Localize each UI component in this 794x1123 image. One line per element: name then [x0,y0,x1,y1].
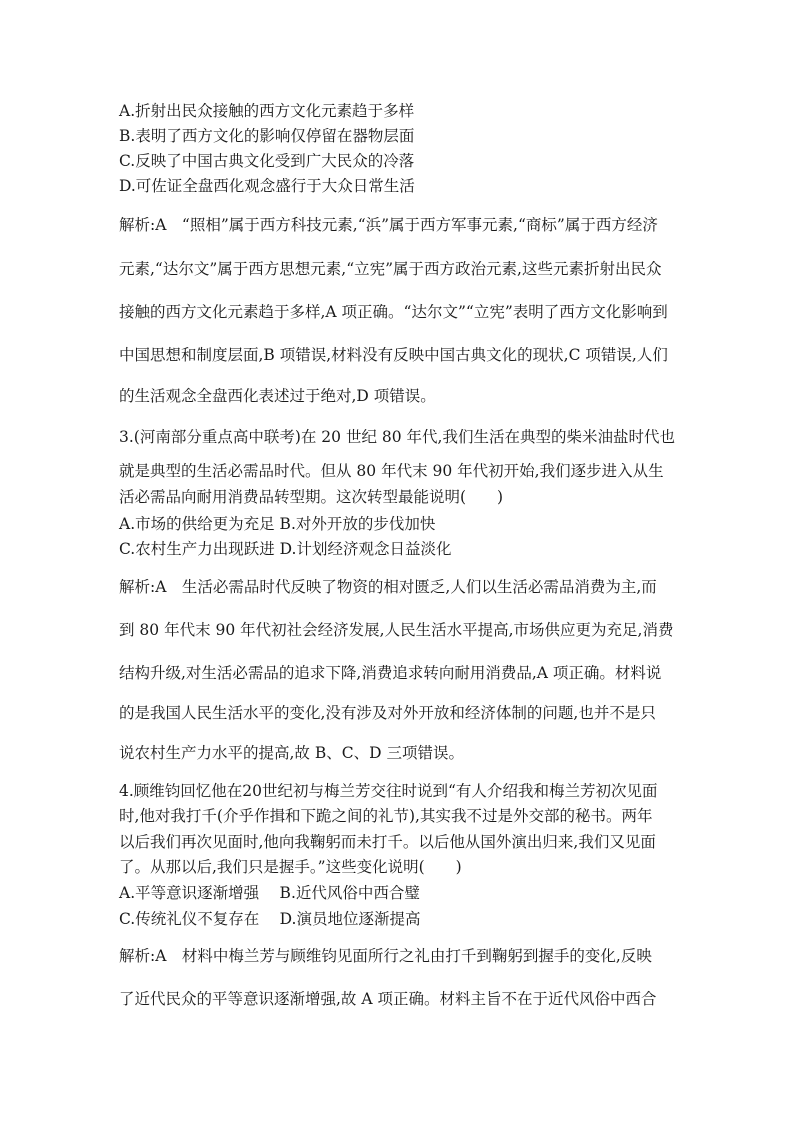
option-line: B.表明了西方文化的影响仅停留在器物层面 [119,127,415,145]
option-line: A.平等意识逐渐增强 B.近代风俗中西合璧 [119,884,420,902]
analysis-line: 了近代民众的平等意识逐渐增强,故 A 项正确。材料主旨不在于近代风俗中西合 [119,990,657,1008]
question-line: 活必需品向耐用消费品转型期。这次转型最能说明( ) [119,488,504,506]
analysis-line: 的是我国人民生活水平的变化,没有涉及对外开放和经济体制的问题,也并不是只 [119,704,656,722]
option-line: C.农村生产力出现跃进 D.计划经济观念日益淡化 [119,540,452,558]
option-line: A.折射出民众接触的西方文化元素趋于多样 [119,102,415,120]
analysis-line: 说农村生产力水平的提高,故 B、C、D 三项错误。 [119,744,464,762]
analysis-line: 结构升级,对生活必需品的追求下降,消费追求转向耐用消费品,A 项正确。材料说 [119,664,662,682]
option-line: C.反映了中国古典文化受到广大民众的冷落 [119,152,415,170]
option-line: A.市场的供给更为充足 B.对外开放的步伐加快 [119,515,436,533]
analysis-line: 解析:A 材料中梅兰芳与顾维钧见面所行之礼由打千到鞠躬到握手的变化,反映 [119,947,652,965]
analysis-line: 接触的西方文化元素趋于多样,A 项正确。“达尔文”“立宪”表明了西方文化影响到 [119,303,668,321]
analysis-line: 的生活观念全盘西化表述过于绝对,D 项错误。 [119,387,436,405]
option-line: C.传统礼仪不复存在 D.演员地位逐渐提高 [119,910,421,928]
option-line: D.可佐证全盘西化观念盛行于大众日常生活 [119,177,415,195]
question-line: 以后我们再次见面时,他向我鞠躬而未打千。以后他从国外演出归来,我们又见面 [119,833,656,851]
question-line: 时,他对我打千(介乎作揖和下跪之间的礼节),其实我不过是外交部的秘书。两年 [119,807,653,825]
analysis-line: 解析:A “照相”属于西方科技元素,“浜”属于西方军事元素,“商标”属于西方经济 [119,216,658,234]
question-line: 4.顾维钧回忆他在20世纪初与梅兰芳交往时说到“有人介绍我和梅兰芳初次见面 [119,782,658,800]
analysis-line: 到 80 年代末 90 年代初社会经济发展,人民生活水平提高,市场供应更为充足,消费 [119,621,674,639]
question-line: 了。从那以后,我们只是握手。”这些变化说明( ) [119,858,462,876]
analysis-line: 解析:A 生活必需品时代反映了物资的相对匮乏,人们以生活必需品消费为主,而 [119,578,657,596]
question-line: 就是典型的生活必需品时代。但从 80 年代末 90 年代初开始,我们逐步进入从生 [119,462,664,480]
question-line: 3.(河南部分重点高中联考)在 20 世纪 80 年代,我们生活在典型的柴米油盐时代也 [119,428,675,446]
analysis-line: 中国思想和制度层面,B 项错误,材料没有反映中国古典文化的现状,C 项错误,人们 [119,346,668,364]
analysis-line: 元素,“达尔文”属于西方思想元素,“立宪”属于西方政治元素,这些元素折射出民众 [119,260,662,278]
